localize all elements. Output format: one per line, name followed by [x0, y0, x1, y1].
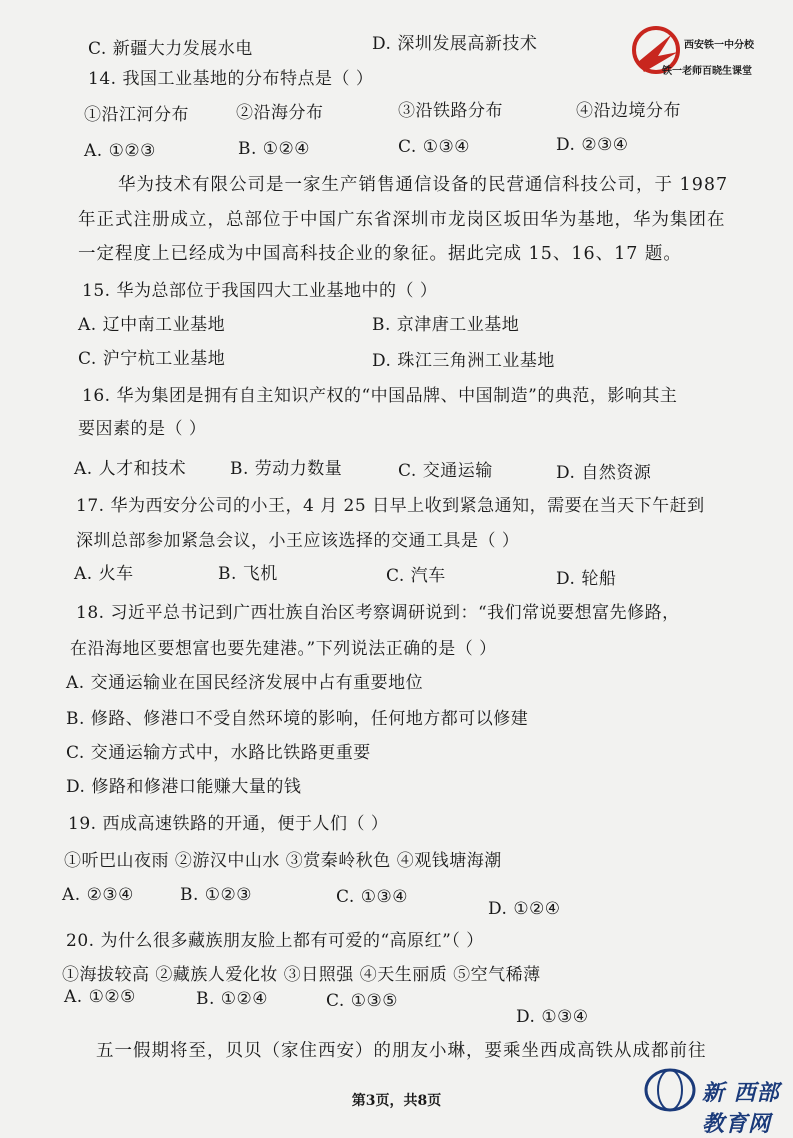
- text-line: C. 交通运输: [398, 461, 493, 481]
- text-line: C. 新疆大力发展水电: [88, 39, 253, 59]
- text-line: B. 劳动力数量: [230, 459, 343, 479]
- text-line: D. 珠江三角洲工业基地: [372, 351, 555, 371]
- text-line: C. 交通运输方式中，水路比铁路更重要: [66, 743, 371, 763]
- text-line: A. ①②⑤: [64, 987, 136, 1007]
- text-line: 20. 为什么很多藏族朋友脸上都有可爱的“高原红”（ ）: [66, 931, 484, 951]
- text-line: B. 修路、修港口不受自然环境的影响，任何地方都可以修建: [66, 709, 529, 729]
- text-line: ①沿江河分布: [84, 105, 189, 125]
- text-line: 年正式注册成立，总部位于中国广东省深圳市龙岗区坂田华为基地，华为集团在: [78, 210, 726, 230]
- text-line: D. ②③④: [556, 135, 629, 155]
- text-line: A. 人才和技术: [74, 459, 187, 479]
- text-line: 14. 我国工业基地的分布特点是（ ）: [88, 69, 374, 89]
- watermark-text: 新 西部教育网: [702, 1080, 780, 1137]
- text-line: 一定程度上已经成为中国高科技企业的象征。据此完成 15、16、17 题。: [78, 244, 682, 264]
- page-number: 第3页，共8页: [351, 1093, 442, 1109]
- text-line: B. 京津唐工业基地: [372, 315, 520, 335]
- school-logo: [628, 22, 783, 84]
- text-line: C. ①③④: [398, 137, 470, 157]
- text-line: A. 辽中南工业基地: [78, 315, 226, 335]
- text-line: 五一假期将至，贝贝（家住西安）的朋友小琳，要乘坐西成高铁从成都前往: [96, 1041, 707, 1061]
- text-line: ③沿铁路分布: [398, 101, 503, 121]
- text-line: D. 自然资源: [556, 463, 652, 483]
- text-line: 要因素的是（ ）: [78, 419, 207, 439]
- watermark-logo: [640, 1062, 790, 1137]
- text-line: A. 火车: [74, 564, 134, 584]
- text-line: B. ①②④: [196, 989, 269, 1009]
- text-line: C. ①③⑤: [326, 991, 398, 1011]
- text-line: A. ①②③: [84, 141, 156, 161]
- text-line: ②沿海分布: [236, 103, 324, 123]
- text-line: D. ①②④: [488, 899, 561, 919]
- text-line: ①听巴山夜雨 ②游汉中山水 ③赏秦岭秋色 ④观钱塘海潮: [64, 851, 502, 871]
- text-line: A. ②③④: [62, 885, 134, 905]
- text-line: D. 修路和修港口能赚大量的钱: [66, 777, 302, 797]
- text-line: C. 沪宁杭工业基地: [78, 349, 226, 369]
- text-line: 17. 华为西安分公司的小王，4 月 25 日早上收到紧急通知，需要在当天下午赶到: [76, 496, 705, 516]
- text-line: B. ①②③: [180, 885, 253, 905]
- text-line: 19. 西成高速铁路的开通，便于人们（ ）: [68, 814, 389, 834]
- text-line: A. 交通运输业在国民经济发展中占有重要地位: [66, 673, 424, 693]
- text-line: D. ①③④: [516, 1007, 589, 1027]
- text-line: D. 轮船: [556, 569, 617, 589]
- logo-class-name: 铁一老师百晓生课堂: [662, 66, 752, 77]
- watermark-globe-icon: [640, 1062, 700, 1118]
- text-line: 华为技术有限公司是一家生产销售通信设备的民营通信科技公司，于 1987: [118, 175, 729, 195]
- logo-school-name: 西安铁一中分校: [684, 40, 754, 51]
- text-line: 在沿海地区要想富也要先建港。”下列说法正确的是（ ）: [70, 639, 497, 659]
- text-line: 深圳总部参加紧急会议，小王应该选择的交通工具是（ ）: [76, 531, 520, 551]
- text-line: 15. 华为总部位于我国四大工业基地中的（ ）: [82, 281, 438, 301]
- text-line: B. ①②④: [238, 139, 311, 159]
- text-line: D. 深圳发展高新技术: [372, 34, 538, 54]
- text-line: 16. 华为集团是拥有自主知识产权的“中国品牌、中国制造”的典范，影响其主: [82, 386, 678, 406]
- text-line: 18. 习近平总书记到广西壮族自治区考察调研说到：“我们常说要想富先修路，: [76, 603, 680, 623]
- text-line: ①海拔较高 ②藏族人爱化妆 ③日照强 ④天生丽质 ⑤空气稀薄: [62, 965, 541, 985]
- text-line: C. 汽车: [386, 566, 446, 586]
- text-line: B. 飞机: [218, 564, 278, 584]
- text-line: ④沿边境分布: [576, 101, 681, 121]
- text-line: C. ①③④: [336, 887, 408, 907]
